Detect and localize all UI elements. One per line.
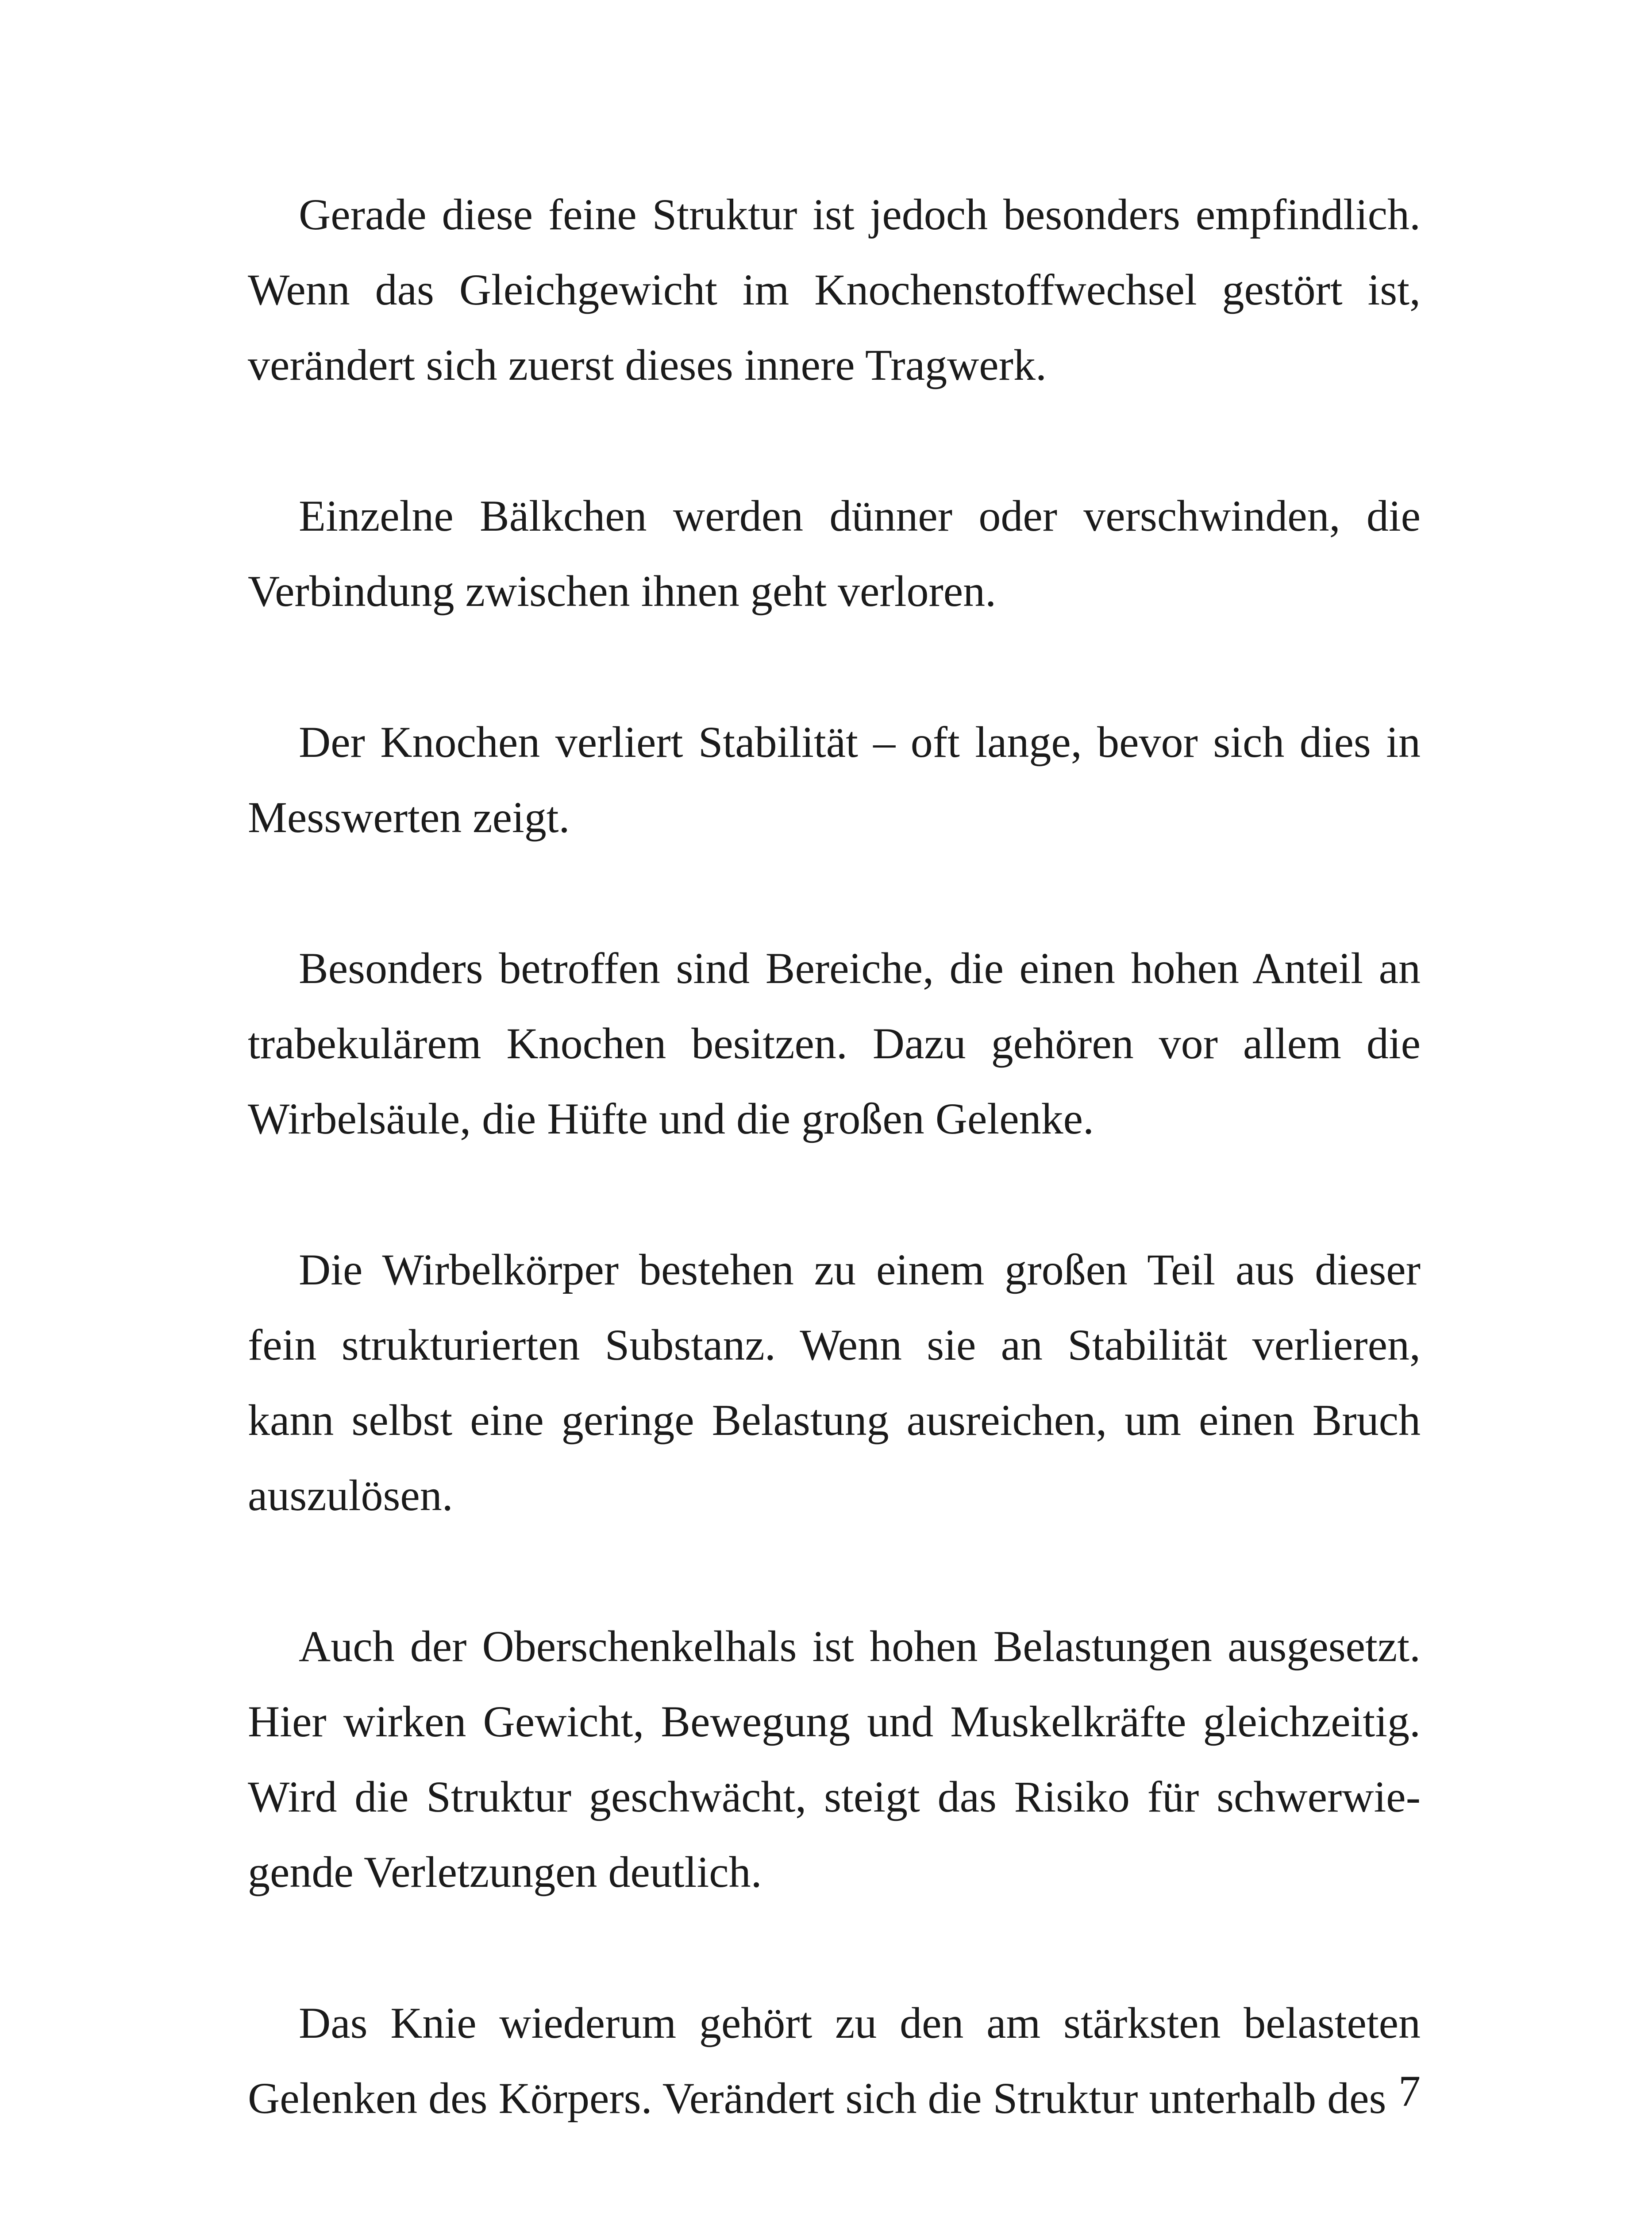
page-number: 7 xyxy=(1398,2066,1421,2116)
paragraph: Die Wirbelkörper bestehen zu einem großen Teil aus dieser fein strukturierten Substanz. Wenn sie an Stabilität verlieren, kann selbst eine geringe Belastung ausreichen, um einen Bruch auszulösen. xyxy=(248,1245,1421,1520)
paragraph: Das Knie wiederum gehört zu den am stärksten belasteten Gelenken des Körpers. Verändert sich die Struktur unterhalb des xyxy=(248,1998,1421,2123)
paragraph: Besonders betroffen sind Bereiche, die einen hohen Anteil an trabekulärem Knochen besitzen. Dazu gehören vor allem die Wirbelsäule, die Hüfte und die großen Gelenke. xyxy=(248,944,1421,1143)
body-text xyxy=(248,177,1421,2212)
paragraph: Einzelne Bälkchen werden dünner oder verschwinden, die Verbindung zwischen ihnen geht verloren. xyxy=(248,491,1421,616)
paragraph: Gerade diese feine Struktur ist jedoch besonders empfindlich. Wenn das Gleichgewicht im Knochenstoffwechsel gestört ist, verändert sich zuerst dieses innere Tragwerk. xyxy=(248,190,1421,389)
paragraph: Auch der Oberschenkelhals ist hohen Belastungen ausgesetzt. Hier wirken Gewicht, Bewegung und Muskelkräfte gleichzeitig. Wird die Struktur geschwächt, steigt das Risiko für schwerwiegende Verletzungen deutlich. xyxy=(248,1622,1421,1897)
paragraph: Der Knochen verliert Stabilität – oft lange, bevor sich dies in Messwerten zeigt. xyxy=(248,717,1421,842)
